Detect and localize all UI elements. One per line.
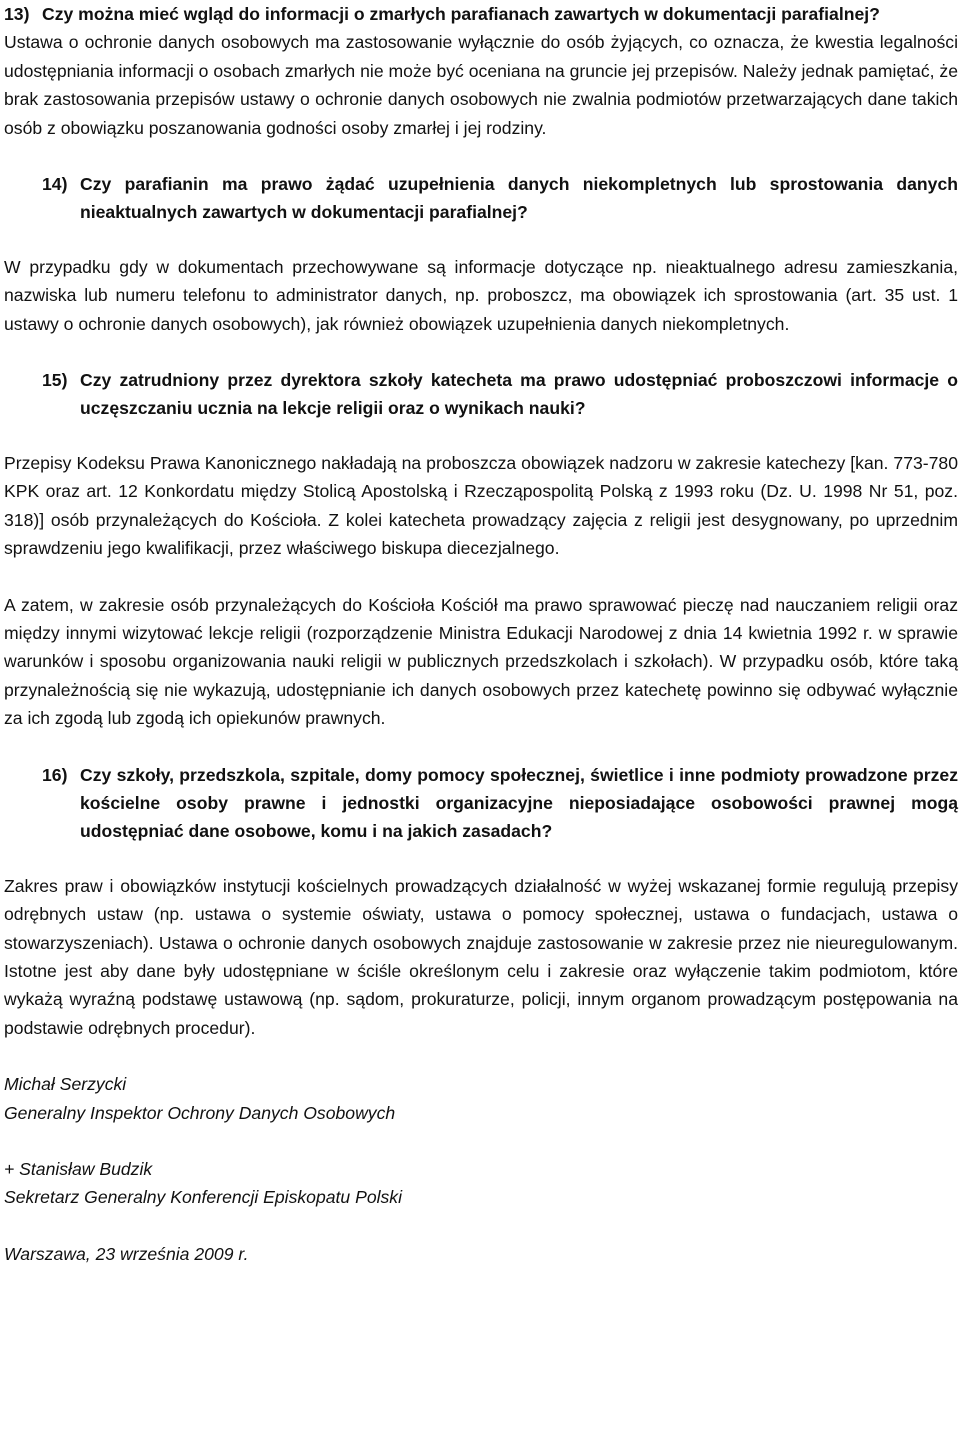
signatory-title-1: Generalny Inspektor Ochrony Danych Osobowych (4, 1102, 396, 1123)
question-13 (4, 0, 960, 28)
question-16 (4, 761, 960, 846)
document-page (4, 0, 960, 1268)
answer-13: Ustawa o ochronie danych osobowych ma zastosowanie wyłącznie do osób żyjących, co oznacza, że kwestia legalności udostępniania informacji o osobach zmarłych nie może być oceniana na gruncie jej przepisów. Należy jednak pamiętać, że brak zastosowania przepisów ustawy o ochronie danych osobowych nie zwalnia podmiotów przetwarzających dane takich osób z obowiązku poszanowania godności osoby zmarłej i jej rodziny. (4, 32, 958, 138)
question-15 (4, 366, 960, 423)
signatory-name-2: + Stanisław Budzik (4, 1159, 153, 1179)
question-number: 13) (4, 4, 30, 24)
question-number: 16) (42, 764, 68, 785)
answer-16: Zakres praw i obowiązków instytucji kościelnych prowadzących działalność w wyżej wskazanej formie regulują przepisy odrębnych ustaw (np. ustawa o systemie oświaty, ustawa o pomocy społecznej, ustawa o fundacjach, ustawa o stowarzyszeniach). Ustawa o ochronie danych osobowych znajduje zastosowanie w zakresie przez nie nieuregulowanym. Istotne jest aby dane były udostępniane w ściśle określonym celu i zakresie oraz wyłączenie takim podmiotom, które wykażą wyraźną podstawę ustawową (np. sądom, prokuraturze, policji, innym organom prowadzącym postępowania na podstawie odrębnych procedur). (4, 875, 958, 1038)
signatory-title-2: Sekretarz Generalny Konferencji Episkopatu Polski (4, 1187, 403, 1208)
signatory-name-1: Michał Serzycki (4, 1074, 127, 1095)
question-text: Czy parafianin ma prawo żądać uzupełnienia danych niekompletnych lub sprostowania danych nieaktualnych zawartych w dokumentacji parafialnej? (80, 174, 958, 223)
answer-15: Przepisy Kodeksu Prawa Kanonicznego nakładają na proboszcza obowiązek nadzoru w zakresie katechezy [kan. 773-780 KPK oraz art. 12 Konkordatu między Stolicą Apostolską i Rzecząpospolitą Polską z 1993 roku (Dz. U. 1998 Nr 51, poz. 318)] osób przynależących do Kościoła. Z kolei katecheta prowadzący zajęcia z religii jest desygnowany, po uprzednim sprawdzeniu jego kwalifikacji, przez właściwego biskupa diecezjalnego. (4, 452, 958, 559)
question-text: Czy szkoły, przedszkola, szpitale, domy pomocy społecznej, świetlice i inne podmioty prowadzone przez kościelne osoby prawne i jednostki organizacyjne nieposiadające osobowości prawnej mogą udostępniać dane osobowe, komu i na jakich zasadach? (80, 764, 958, 842)
question-14 (4, 170, 960, 227)
question-text: Czy zatrudniony przez dyrektora szkoły katecheta ma prawo udostępniać proboszczowi informacje o uczęszczaniu ucznia na lekcje religii oraz o wynikach nauki? (80, 370, 958, 419)
answer-14: W przypadku gdy w dokumentach przechowywane są informacje dotyczące np. nieaktualnego adresu zamieszkania, nazwiska lub numeru telefonu to administrator danych, np. proboszcz, ma obowiązek ich sprostowania (art. 35 ust. 1 ustawy o ochronie danych osobowych), jak również obowiązek uzupełnienia danych niekompletnych. (4, 256, 958, 334)
question-number: 14) (42, 174, 68, 195)
place-and-date: Warszawa, 23 września 2009 r. (4, 1243, 249, 1264)
question-number: 15) (42, 370, 68, 391)
answer-15-continued: A zatem, w zakresie osób przynależących do Kościoła Kościół ma prawo sprawować pieczę nad nauczaniem religii oraz między innymi wizytować lekcje religii (rozporządzenie Ministra Edukacji Narodowej z dnia 14 kwietnia 1992 r. w sprawie warunków i sposobu organizowania nauki religii w publicznych przedszkolach i szkołach). W przypadku osób, które taką przynależnością się nie wykazują, udostępnianie ich danych osobowych przez katechetę powinno się odbywać wyłącznie za ich zgodą lub zgodą ich opiekunów prawnych. (4, 594, 958, 729)
question-text: Czy można mieć wgląd do informacji o zmarłych parafianach zawartych w dokumentacji parafialnej? (42, 4, 880, 24)
